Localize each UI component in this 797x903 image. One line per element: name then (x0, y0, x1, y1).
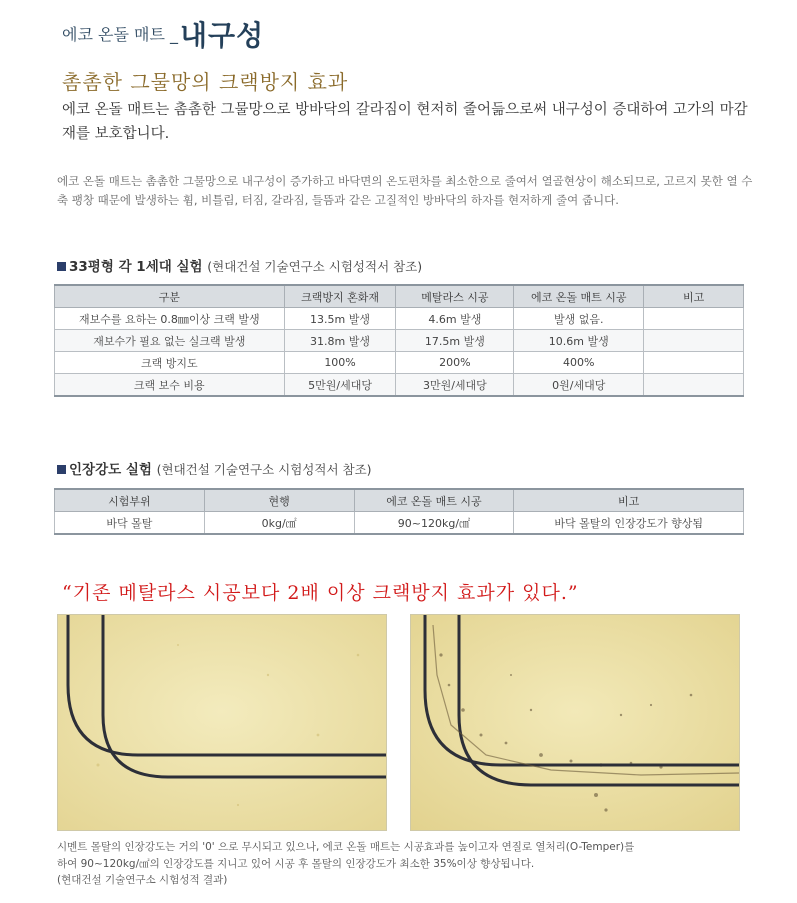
table-cell: 400% (514, 352, 644, 374)
table-cell: 31.8m 발생 (284, 330, 396, 352)
photo-caption (57, 839, 757, 889)
bullet-square-icon (57, 262, 66, 271)
table-cell: 크랙 보수 비용 (55, 374, 285, 397)
header-subtitle: 에코 온돌 매트 _ (62, 25, 178, 44)
table-cell: 재보수가 필요 없는 실크랙 발생 (55, 330, 285, 352)
section1-title-text: 33평형 각 1세대 실험 (69, 259, 203, 275)
section-headline: 촘촘한 그물망의 크랙방지 효과 (62, 70, 349, 94)
section1-reference: (현대건설 기술연구소 시험성적서 참조) (207, 259, 423, 274)
table-header-cell: 에코 온돌 매트 시공 (354, 489, 514, 512)
section2-reference: (현대건설 기술연구소 시험성적서 참조) (156, 462, 372, 477)
table-header-cell: 비고 (644, 285, 744, 308)
table-cell: 200% (396, 352, 514, 374)
table-cell: 13.5m 발생 (284, 308, 396, 330)
table-cell: 10.6m 발생 (514, 330, 644, 352)
section2-title (57, 458, 372, 478)
table-header-cell: 에코 온돌 매트 시공 (514, 285, 644, 308)
table-cell: 재보수를 요하는 0.8㎜이상 크랙 발생 (55, 308, 285, 330)
table-header-cell: 메탈라스 시공 (396, 285, 514, 308)
crack-test-table (54, 284, 744, 397)
table-row (55, 330, 744, 352)
table-header-row (55, 285, 744, 308)
table-header-cell: 비고 (514, 489, 744, 512)
caption-line: 시멘트 몰탈의 인장강도는 거의 '0' 으로 무시되고 있으나, 에코 온돌 매트는 시공효과를 높이고자 연질로 열처리(O-Temper)를 (57, 841, 635, 853)
table-cell: 3만원/세대당 (396, 374, 514, 397)
section1-title (57, 255, 422, 275)
mortar-sample-photo-right (410, 614, 740, 831)
table-header-cell: 시험부위 (55, 489, 205, 512)
bullet-square-icon (57, 465, 66, 474)
table-row (55, 374, 744, 397)
table-cell: 0원/세대당 (514, 374, 644, 397)
table-cell: 4.6m 발생 (396, 308, 514, 330)
table-header-row (55, 489, 744, 512)
table-row (55, 352, 744, 374)
highlight-quote: “기존 메탈라스 시공보다 2배 이상 크랙방지 효과가 있다.” (62, 582, 579, 604)
table-cell: 90~120kg/㎠ (354, 512, 514, 535)
table-cell: 5만원/세대당 (284, 374, 396, 397)
table-header-cell: 크랙방지 혼화재 (284, 285, 396, 308)
table-row (55, 308, 744, 330)
section2-title-text: 인장강도 실험 (69, 462, 152, 478)
table-cell: 크랙 방지도 (55, 352, 285, 374)
mortar-sample-photo-left (57, 614, 387, 831)
table-cell (644, 374, 744, 397)
table-header-cell: 구분 (55, 285, 285, 308)
table-cell: 0kg/㎠ (204, 512, 354, 535)
table-cell: 발생 없음. (514, 308, 644, 330)
page-title: 내구성 (180, 19, 265, 52)
table-cell: 100% (284, 352, 396, 374)
table-cell: 바닥 몰탈의 인장강도가 향상됨 (514, 512, 744, 535)
table-header-cell: 현행 (204, 489, 354, 512)
tensile-test-table (54, 488, 744, 535)
lead-paragraph: 에코 온돌 매트는 촘촘한 그물망으로 방바닥의 갈라짐이 현저히 줄어듦으로써 내구성이 증대하여 고가의 마감재를 보호합니다. (62, 102, 748, 142)
table-cell (644, 352, 744, 374)
caption-source: (현대건설 기술연구소 시험성적 결과) (57, 874, 228, 886)
mortar-sample-image (411, 615, 739, 830)
caption-line: 하여 90~120kg/㎠의 인장강도를 지니고 있어 시공 후 몰탈의 인장강도가 최소한 35%이상 향상됩니다. (57, 857, 535, 870)
table-cell (644, 330, 744, 352)
table-cell: 17.5m 발생 (396, 330, 514, 352)
table-cell: 바닥 몰탈 (55, 512, 205, 535)
mortar-sample-image (58, 615, 386, 830)
table-cell (644, 308, 744, 330)
body-paragraph: 에코 온돌 매트는 촘촘한 그물망으로 내구성이 증가하고 바닥면의 온도편차를 최소한으로 줄여서 열골현상이 해소되므로, 고르지 못한 열 수축 팽창 때문에 발생하는 휨, 비틀림, 터짐, 갈라짐, 들뜸과 같은 고질적인 방바닥의 하자를 현저하게 줄여 줍니다. (57, 174, 753, 207)
table-row (55, 512, 744, 535)
